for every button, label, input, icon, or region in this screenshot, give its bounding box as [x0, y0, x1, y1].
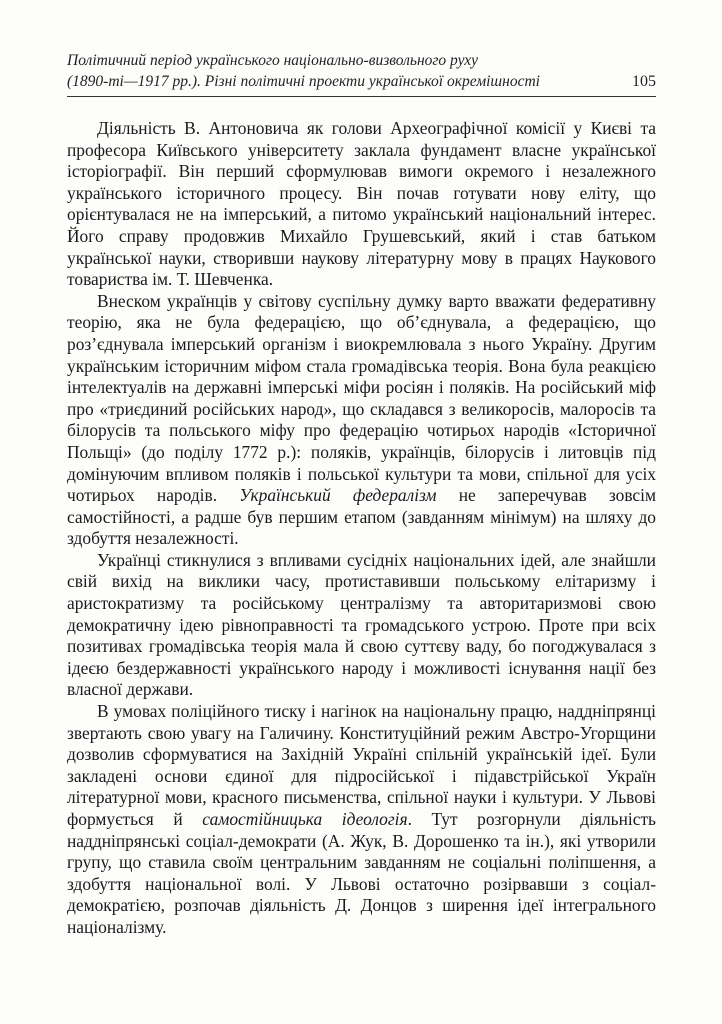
running-header-line-1: Політичний період українського національно-визвольного руху: [67, 52, 479, 69]
paragraph-galicia-text: В умовах поліційного тиску і нагінок на національну працю, наддніпрянці звертають свою увагу на Галичину. Конституційний режим Австро-Угорщини дозволив сформуватися на Західній Україні спільній українській ідеї. Були закладені основи єдиної для підросійської і підавстрійської Україн літературної мови, красного письменства, спільної науки і культури. У Львові формується й: [67, 701, 656, 829]
paragraph-federative-theory-text: Внеском українців у світову суспільну думку варто вважати федеративну теорію, яка не була федерацією, що об’єднувала, а федерацією, що роз’єднувала імперський організм і виокремлювала з нього Україну. Другим українським історичним міфом стала громадівська теорія. Вона була реакцією інтелектуалів на державні імперські міфи росіян і поляків. На російський міф про «триєдиний російських народ», що складався з великоросів, малоросів та білорусів та польського міфу про федерацію чотирьох народів «Історичної Польщі» (до поділу 1772 р.): поляків, українців, білорусів і литовців під домінуючим впливом поляків і польської культури та мови, спільної для усіх чотирьох народів.: [67, 290, 656, 506]
paragraph-antonovych: Діяльність В. Антоновича як голови Археографічної комісії у Києві та професора Київського університету заклала фундамент власне української історіографії. Він перший сформулював вимоги окремого і незалежного українського історичного процесу. Він почав готувати нову еліту, що орієнтувалася не на імперський, а питомо український національний інтерес. Його справу продовжив Михайло Грушевський, який і став батьком української науки, створивши наукову літературну мову в працях Наукового товариства ім. Т. Шевченка.: [67, 118, 656, 290]
paragraph-galicia: [67, 701, 656, 939]
term-ukrainian-federalism: Український федералізм: [239, 485, 437, 506]
paragraph-federative-theory: [67, 291, 656, 550]
page-number: 105: [632, 73, 656, 90]
running-header-line-2: (1890-ті—1917 рр.). Різні політичні проекти української окремішності: [67, 73, 540, 90]
term-independence-ideology: самостійницька ідеологія: [202, 809, 408, 829]
running-header: [67, 50, 656, 92]
paragraph-galicia-end: . Тут розгорнули діяльність наддніпрянські соціал-демократи (А. Жук, В. Дорошенко та ін.), які утворили групу, що ставила своїм центральним завданням не соціальні поліпшення, а здобуття національної волі. У Львові остаточно розірвавши з соціал-демократією, розпочав діяльність Д. Донцов з ширення ідеї інтегрального націоналізму.: [67, 809, 656, 937]
body-text: [67, 118, 656, 939]
paragraph-neighbouring-ideas: Українці стикнулися з впливами сусідніх національних ідей, але знайшли свій вихід на виклики часу, протиставивши польському елітаризму і аристократизму та російському централізму та авторитаризмові свою демократичну ідею рівноправності та громадського устрою. Проте при всіх позитивах громадівська теорія мала й свою суттєву ваду, бо погоджувалася з ідеєю бездержавності українського народу і можливості існування нації без власної держави.: [67, 549, 656, 700]
paragraph-federative-theory-end: не заперечував зовсім самостійності, а радше був першим етапом (завданням мінімум) на шляху до здобуття незалежності.: [67, 485, 656, 549]
header-rule: [67, 96, 656, 97]
